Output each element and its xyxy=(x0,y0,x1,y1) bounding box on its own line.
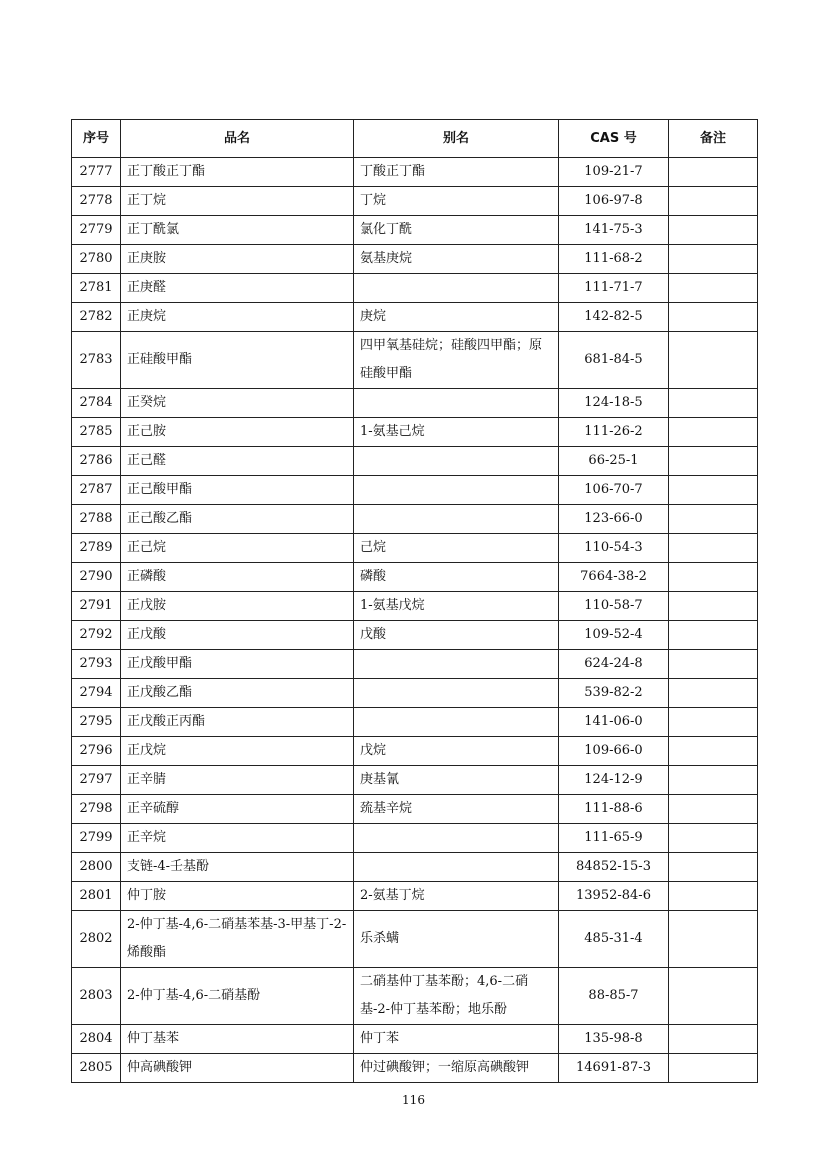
cell-name: 正戊酸 xyxy=(121,621,354,650)
cell-alias: 2-氨基丁烷 xyxy=(354,882,559,911)
cell-note xyxy=(669,911,758,968)
cell-name: 正丁烷 xyxy=(121,187,354,216)
cell-no: 2780 xyxy=(72,245,121,274)
cell-note xyxy=(669,824,758,853)
cell-name: 正丁酸正丁酯 xyxy=(121,158,354,187)
table-row xyxy=(72,505,758,534)
cell-note xyxy=(669,187,758,216)
cell-note xyxy=(669,968,758,1025)
cell-cas: 14691-87-3 xyxy=(559,1054,669,1083)
header-note: 备注 xyxy=(669,120,758,158)
table-row xyxy=(72,216,758,245)
table-row xyxy=(72,679,758,708)
cell-note xyxy=(669,216,758,245)
cell-cas: 109-21-7 xyxy=(559,158,669,187)
cell-no: 2784 xyxy=(72,389,121,418)
cell-name: 2-仲丁基-4,6-二硝基酚 xyxy=(121,968,354,1025)
cell-note xyxy=(669,303,758,332)
table-row xyxy=(72,853,758,882)
cell-name: 仲丁胺 xyxy=(121,882,354,911)
cell-alias: 氨基庚烷 xyxy=(354,245,559,274)
cell-note xyxy=(669,389,758,418)
cell-cas: 123-66-0 xyxy=(559,505,669,534)
cell-alias: 二硝基仲丁基苯酚；4,6-二硝基-2-仲丁基苯酚；地乐酚 xyxy=(354,968,559,1025)
table-row xyxy=(72,303,758,332)
cell-no: 2794 xyxy=(72,679,121,708)
cell-no: 2778 xyxy=(72,187,121,216)
table-row xyxy=(72,911,758,968)
cell-no: 2781 xyxy=(72,274,121,303)
cell-no: 2804 xyxy=(72,1025,121,1054)
cell-no: 2791 xyxy=(72,592,121,621)
cell-no: 2802 xyxy=(72,911,121,968)
cell-no: 2777 xyxy=(72,158,121,187)
cell-alias: 戊烷 xyxy=(354,737,559,766)
cell-no: 2787 xyxy=(72,476,121,505)
cell-alias: 戊酸 xyxy=(354,621,559,650)
table-row xyxy=(72,795,758,824)
cell-name: 正磷酸 xyxy=(121,563,354,592)
cell-note xyxy=(669,708,758,737)
cell-name: 正庚胺 xyxy=(121,245,354,274)
cell-cas: 624-24-8 xyxy=(559,650,669,679)
cell-alias xyxy=(354,708,559,737)
cell-note xyxy=(669,766,758,795)
cell-no: 2789 xyxy=(72,534,121,563)
table-row xyxy=(72,824,758,853)
cell-note xyxy=(669,534,758,563)
cell-note xyxy=(669,592,758,621)
cell-name: 正己醛 xyxy=(121,447,354,476)
cell-alias: 乐杀螨 xyxy=(354,911,559,968)
cell-note xyxy=(669,332,758,389)
cell-name: 正庚醛 xyxy=(121,274,354,303)
cell-name: 正庚烷 xyxy=(121,303,354,332)
cell-no: 2793 xyxy=(72,650,121,679)
cell-name: 仲高碘酸钾 xyxy=(121,1054,354,1083)
cell-alias xyxy=(354,679,559,708)
cell-name: 正辛烷 xyxy=(121,824,354,853)
cell-cas: 106-97-8 xyxy=(559,187,669,216)
cell-no: 2803 xyxy=(72,968,121,1025)
cell-no: 2796 xyxy=(72,737,121,766)
cell-name: 正辛腈 xyxy=(121,766,354,795)
chemical-table xyxy=(71,119,758,1083)
cell-note xyxy=(669,418,758,447)
cell-alias: 四甲氧基硅烷；硅酸四甲酯；原硅酸甲酯 xyxy=(354,332,559,389)
cell-note xyxy=(669,650,758,679)
cell-note xyxy=(669,245,758,274)
cell-name: 正硅酸甲酯 xyxy=(121,332,354,389)
cell-name: 正戊烷 xyxy=(121,737,354,766)
cell-name: 正辛硫醇 xyxy=(121,795,354,824)
cell-name: 正己酸甲酯 xyxy=(121,476,354,505)
cell-no: 2800 xyxy=(72,853,121,882)
cell-cas: 141-75-3 xyxy=(559,216,669,245)
table-row xyxy=(72,1025,758,1054)
page-number: 116 xyxy=(402,1093,425,1107)
cell-cas: 66-25-1 xyxy=(559,447,669,476)
cell-alias: 1-氨基己烷 xyxy=(354,418,559,447)
header-name: 品名 xyxy=(121,120,354,158)
table-row xyxy=(72,534,758,563)
header-alias: 别名 xyxy=(354,120,559,158)
cell-cas: 109-66-0 xyxy=(559,737,669,766)
table-row xyxy=(72,708,758,737)
cell-name: 正戊酸正丙酯 xyxy=(121,708,354,737)
table-row xyxy=(72,187,758,216)
cell-alias: 仲丁苯 xyxy=(354,1025,559,1054)
table-header-row xyxy=(72,120,758,158)
cell-no: 2795 xyxy=(72,708,121,737)
cell-note xyxy=(669,447,758,476)
cell-alias xyxy=(354,824,559,853)
cell-no: 2792 xyxy=(72,621,121,650)
cell-alias xyxy=(354,505,559,534)
table-row xyxy=(72,389,758,418)
cell-alias: 丁烷 xyxy=(354,187,559,216)
cell-cas: 84852-15-3 xyxy=(559,853,669,882)
table-row xyxy=(72,1054,758,1083)
cell-note xyxy=(669,476,758,505)
cell-note xyxy=(669,679,758,708)
cell-cas: 111-71-7 xyxy=(559,274,669,303)
cell-no: 2805 xyxy=(72,1054,121,1083)
table-row xyxy=(72,158,758,187)
cell-no: 2782 xyxy=(72,303,121,332)
cell-name: 正己酸乙酯 xyxy=(121,505,354,534)
cell-alias: 仲过碘酸钾；一缩原高碘酸钾 xyxy=(354,1054,559,1083)
cell-cas: 7664-38-2 xyxy=(559,563,669,592)
cell-cas: 485-31-4 xyxy=(559,911,669,968)
cell-alias: 己烷 xyxy=(354,534,559,563)
cell-alias: 庚基氰 xyxy=(354,766,559,795)
cell-no: 2786 xyxy=(72,447,121,476)
cell-note xyxy=(669,882,758,911)
cell-alias xyxy=(354,274,559,303)
table-row xyxy=(72,621,758,650)
cell-cas: 111-68-2 xyxy=(559,245,669,274)
cell-no: 2788 xyxy=(72,505,121,534)
cell-name: 正己胺 xyxy=(121,418,354,447)
cell-name: 正戊酸甲酯 xyxy=(121,650,354,679)
cell-alias xyxy=(354,476,559,505)
table-row xyxy=(72,418,758,447)
header-no: 序号 xyxy=(72,120,121,158)
cell-name: 正丁酰氯 xyxy=(121,216,354,245)
cell-name: 支链-4-壬基酚 xyxy=(121,853,354,882)
header-cas: CAS 号 xyxy=(559,120,669,158)
cell-note xyxy=(669,274,758,303)
table-row xyxy=(72,592,758,621)
cell-no: 2798 xyxy=(72,795,121,824)
cell-alias: 巯基辛烷 xyxy=(354,795,559,824)
cell-alias: 1-氨基戊烷 xyxy=(354,592,559,621)
cell-no: 2785 xyxy=(72,418,121,447)
cell-cas: 106-70-7 xyxy=(559,476,669,505)
cell-cas: 111-65-9 xyxy=(559,824,669,853)
table-row xyxy=(72,476,758,505)
cell-cas: 135-98-8 xyxy=(559,1025,669,1054)
table-row xyxy=(72,766,758,795)
cell-name: 正己烷 xyxy=(121,534,354,563)
cell-no: 2779 xyxy=(72,216,121,245)
cell-alias: 氯化丁酰 xyxy=(354,216,559,245)
cell-cas: 111-26-2 xyxy=(559,418,669,447)
cell-alias xyxy=(354,447,559,476)
table-row xyxy=(72,274,758,303)
cell-cas: 109-52-4 xyxy=(559,621,669,650)
cell-alias xyxy=(354,389,559,418)
table-row xyxy=(72,245,758,274)
table-row xyxy=(72,447,758,476)
cell-name: 正癸烷 xyxy=(121,389,354,418)
cell-no: 2797 xyxy=(72,766,121,795)
cell-cas: 124-12-9 xyxy=(559,766,669,795)
cell-cas: 681-84-5 xyxy=(559,332,669,389)
cell-cas: 141-06-0 xyxy=(559,708,669,737)
cell-cas: 110-58-7 xyxy=(559,592,669,621)
cell-name: 正戊胺 xyxy=(121,592,354,621)
cell-note xyxy=(669,737,758,766)
cell-note xyxy=(669,795,758,824)
table-row xyxy=(72,968,758,1025)
cell-name: 正戊酸乙酯 xyxy=(121,679,354,708)
cell-name: 2-仲丁基-4,6-二硝基苯基-3-甲基丁-2-烯酸酯 xyxy=(121,911,354,968)
cell-note xyxy=(669,563,758,592)
cell-cas: 110-54-3 xyxy=(559,534,669,563)
cell-note xyxy=(669,621,758,650)
cell-no: 2799 xyxy=(72,824,121,853)
cell-no: 2783 xyxy=(72,332,121,389)
table-row xyxy=(72,563,758,592)
cell-cas: 13952-84-6 xyxy=(559,882,669,911)
cell-name: 仲丁基苯 xyxy=(121,1025,354,1054)
cell-note xyxy=(669,505,758,534)
table-row xyxy=(72,737,758,766)
table-row xyxy=(72,650,758,679)
cell-note xyxy=(669,1025,758,1054)
cell-cas: 88-85-7 xyxy=(559,968,669,1025)
cell-cas: 539-82-2 xyxy=(559,679,669,708)
cell-cas: 111-88-6 xyxy=(559,795,669,824)
cell-no: 2801 xyxy=(72,882,121,911)
cell-note xyxy=(669,1054,758,1083)
cell-alias: 丁酸正丁酯 xyxy=(354,158,559,187)
table-row xyxy=(72,332,758,389)
cell-alias: 磷酸 xyxy=(354,563,559,592)
cell-alias: 庚烷 xyxy=(354,303,559,332)
cell-cas: 124-18-5 xyxy=(559,389,669,418)
cell-note xyxy=(669,158,758,187)
table-body xyxy=(72,158,758,1083)
cell-alias xyxy=(354,853,559,882)
cell-note xyxy=(669,853,758,882)
cell-alias xyxy=(354,650,559,679)
cell-no: 2790 xyxy=(72,563,121,592)
table-row xyxy=(72,882,758,911)
cell-cas: 142-82-5 xyxy=(559,303,669,332)
